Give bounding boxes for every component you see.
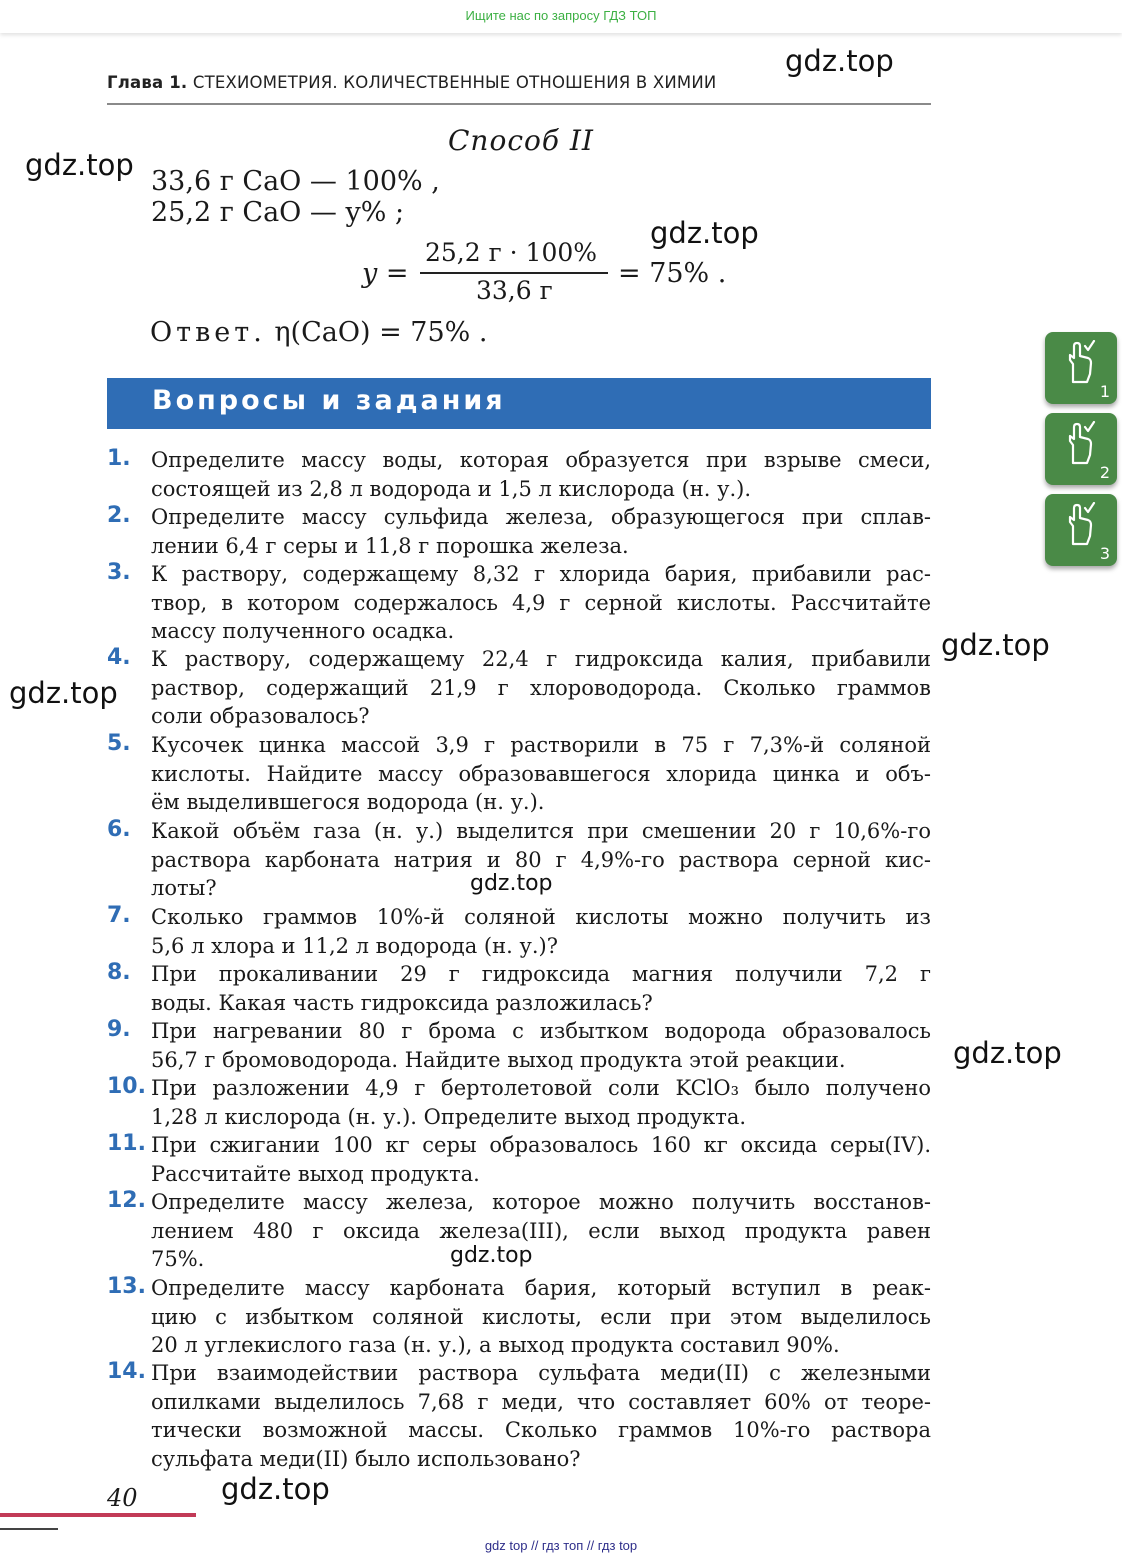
question-text-line: лением 480 г оксида железа(III), если выход продукта равен xyxy=(151,1218,931,1243)
fraction-lhs: y = xyxy=(362,258,409,289)
tap-hand-icon xyxy=(1063,502,1097,550)
question-text-line: Определите массу сульфида железа, образующегося при сплав- xyxy=(151,505,931,529)
question-text-line: При взаимодействии раствора сульфата меди(II) с железными xyxy=(151,1361,931,1385)
question-number: 1. xyxy=(107,446,131,471)
question-number: 6. xyxy=(107,817,131,842)
question-text-line: Кусочек цинка массой 3,9 г растворили в 75 г 7,3%-й соляной xyxy=(151,733,931,757)
question-text-line: массу полученного осадка. xyxy=(151,619,455,644)
footer-links xyxy=(0,1538,1122,1553)
method-title: Способ II xyxy=(448,124,594,157)
question-number: 3. xyxy=(107,560,131,585)
question-text-line: 75%. xyxy=(151,1247,205,1272)
tap-hand-icon xyxy=(1063,421,1097,469)
question-number: 4. xyxy=(107,645,131,670)
watermark: gdz.top xyxy=(785,44,894,78)
footer-grey-line xyxy=(0,1528,58,1530)
watermark: gdz.top xyxy=(470,871,553,896)
question-number: 11. xyxy=(107,1131,146,1156)
task-button-3[interactable] xyxy=(1045,494,1117,566)
question-text-line: 5,6 л хлора и 11,2 л водорода (н. у.)? xyxy=(151,933,558,958)
question-text-line: 1,28 л кислорода (н. у.). Определите выход продукта. xyxy=(151,1104,747,1129)
question-text-line: твор, в котором содержалось 4,9 г серной кислоты. Рассчитайте xyxy=(151,590,931,615)
question-number: 14. xyxy=(107,1359,146,1384)
question-item xyxy=(107,645,931,731)
section-banner xyxy=(107,378,931,429)
section-title: Вопросы и задания xyxy=(152,385,506,416)
question-number: 7. xyxy=(107,903,131,928)
question-text-line: раствора карбоната натрия и 80 г 4,9%-го раствора серной кис- xyxy=(151,847,931,872)
question-item xyxy=(107,903,931,960)
question-text-line: сульфата меди(II) было использовано? xyxy=(151,1446,581,1471)
watermark: gdz.top xyxy=(221,1472,330,1506)
question-number: 9. xyxy=(107,1017,131,1042)
question-number: 13. xyxy=(107,1274,146,1299)
question-text-line: соли образовалось? xyxy=(151,704,370,729)
question-text-line: лоты? xyxy=(151,876,217,901)
watermark: gdz.top xyxy=(650,216,759,250)
question-text-line: При прокаливании 29 г гидроксида магния получили 7,2 г xyxy=(151,962,931,986)
fraction-denominator: 33,6 г xyxy=(476,276,553,305)
page-number: 40 xyxy=(107,1484,138,1512)
question-text-line: К раствору, содержащему 8,32 г хлорида бария, прибавили рас- xyxy=(151,562,931,586)
footer-red-line xyxy=(0,1513,196,1517)
question-text-line: К раствору, содержащему 22,4 г гидроксида калия, прибавили xyxy=(151,647,931,671)
answer xyxy=(150,317,487,348)
question-number: 12. xyxy=(107,1188,146,1213)
question-number: 2. xyxy=(107,503,131,528)
question-text-line: 20 л углекислого газа (н. у.), а выход продукта составил 90%. xyxy=(151,1333,840,1358)
question-item xyxy=(107,1359,931,1473)
question-text-line: 56,7 г бромоводорода. Найдите выход продукта этой реакции. xyxy=(151,1047,846,1072)
task-button-number: 3 xyxy=(1099,544,1110,563)
question-item xyxy=(107,960,931,1017)
task-button-2[interactable] xyxy=(1045,413,1117,485)
question-item xyxy=(107,560,931,646)
question-item xyxy=(107,731,931,817)
fraction-bar xyxy=(420,272,608,274)
question-text-line: цию с избытком соляной кислоты, если при этом выделилось xyxy=(151,1304,931,1329)
watermark: gdz.top xyxy=(9,676,118,710)
watermark: gdz.top xyxy=(25,148,134,182)
question-text-line: Рассчитайте выход продукта. xyxy=(151,1161,480,1186)
question-item xyxy=(107,1074,931,1131)
question-text-line: При разложении 4,9 г бертолетовой соли KClO₃ было получено xyxy=(151,1076,931,1100)
question-text-line: Определите массу железа, которое можно получить восстанов- xyxy=(151,1190,931,1214)
task-button-number: 1 xyxy=(1099,382,1110,401)
question-text-line: При нагревании 80 г брома с избытком водорода образовалось xyxy=(151,1019,931,1043)
chapter-title: СТЕХИОМЕТРИЯ. КОЛИЧЕСТВЕННЫЕ ОТНОШЕНИЯ В ХИМИИ xyxy=(192,73,717,92)
tap-hand-icon xyxy=(1063,340,1097,388)
answer-label: Ответ. xyxy=(150,317,266,348)
watermark: gdz.top xyxy=(450,1243,533,1268)
question-text-line: воды. Какая часть гидроксида разложилась? xyxy=(151,990,653,1015)
question-text-line: ём выделившегося водорода (н. у.). xyxy=(151,790,545,815)
question-text-line: раствор, содержащий 21,9 г хлороводорода. Сколько граммов xyxy=(151,675,931,700)
question-number: 8. xyxy=(107,960,131,985)
question-text-line: Определите массу воды, которая образуется при взрыве смеси, xyxy=(151,448,931,472)
chapter-label: Глава 1. xyxy=(107,73,188,92)
question-item xyxy=(107,1017,931,1074)
question-text-line: тически возможной массы. Сколько граммов 10%-го раствора xyxy=(151,1418,931,1443)
answer-value: η(CaO) = 75% . xyxy=(274,317,488,348)
task-button-1[interactable] xyxy=(1045,332,1117,404)
fraction-result: = 75% . xyxy=(618,258,727,289)
question-text-line: опилками выделилось 7,68 г меди, что составляет 60% от теоре- xyxy=(151,1389,931,1414)
top-banner xyxy=(0,0,1122,33)
question-text-line: Определите массу карбоната бария, который вступил в реак- xyxy=(151,1276,931,1300)
question-text-line: кислоты. Найдите массу образовавшегося хлорида цинка и объ- xyxy=(151,761,931,786)
task-button-number: 2 xyxy=(1099,463,1110,482)
question-item xyxy=(107,1274,931,1360)
solution-line-2: 25,2 г CaO — y% ; xyxy=(151,197,405,228)
watermark: gdz.top xyxy=(953,1036,1062,1070)
solution-line-1: 33,6 г CaO — 100% , xyxy=(151,166,440,197)
watermark: gdz.top xyxy=(941,628,1050,662)
question-text-line: лении 6,4 г серы и 11,8 г порошка железа. xyxy=(151,533,629,558)
question-text-line: Сколько граммов 10%-й соляной кислоты можно получить из xyxy=(151,905,931,929)
fraction-numerator: 25,2 г · 100% xyxy=(425,238,598,267)
footer-text: gdz top // гдз топ // гдз top xyxy=(484,1538,638,1553)
question-number: 10. xyxy=(107,1074,146,1099)
question-item xyxy=(107,1131,931,1188)
question-text-line: При сжигании 100 кг серы образовалось 160 кг оксида серы(IV). xyxy=(151,1133,931,1157)
question-item xyxy=(107,446,931,503)
top-banner-text: Ищите нас по запросу ГДЗ ТОП xyxy=(465,8,657,23)
question-item xyxy=(107,503,931,560)
question-text-line: Какой объём газа (н. у.) выделится при смешении 20 г 10,6%-го xyxy=(151,819,931,843)
question-text-line: состоящей из 2,8 л водорода и 1,5 л кислорода (н. у.). xyxy=(151,476,752,501)
question-number: 5. xyxy=(107,731,131,756)
